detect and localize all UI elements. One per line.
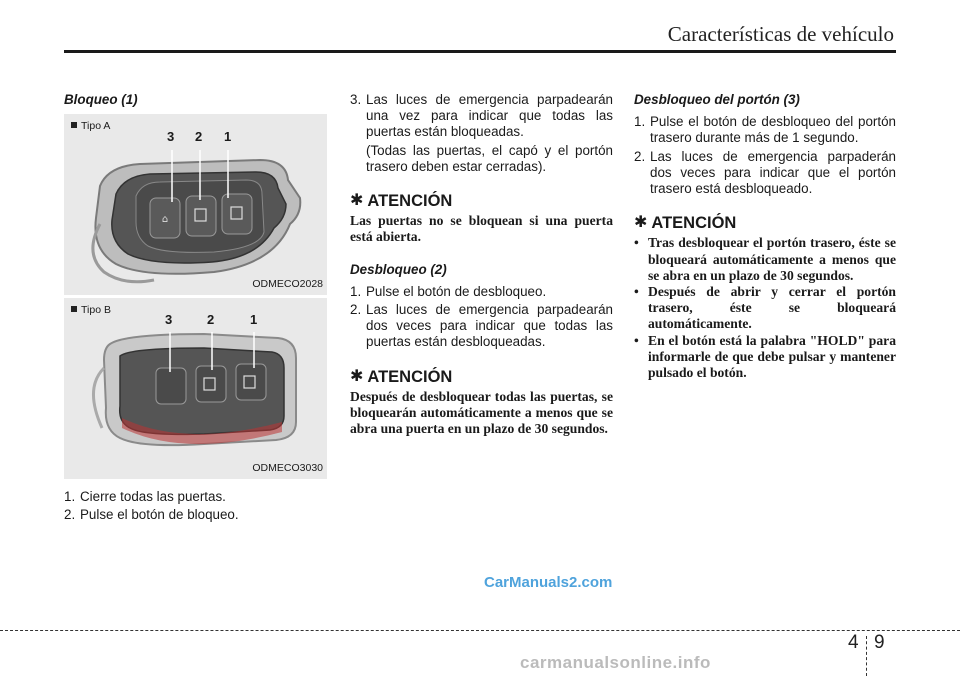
asterisk-icon: ✱ (634, 214, 648, 232)
step-number: 3. (350, 92, 362, 107)
figure-b-code: ODMECO3030 (252, 462, 323, 474)
column-2 (350, 92, 613, 437)
section-title-tailgate-unlock: Desbloqueo del portón (3) (634, 92, 800, 107)
bullet-dot: • (634, 332, 639, 348)
attention-title-text: ATENCIÓN (367, 192, 453, 211)
list-item (634, 235, 896, 284)
list-item (64, 507, 327, 523)
step-text: Pulse el botón de desbloqueo del portón trasero durante más de 1 segundo. (650, 114, 896, 146)
attention-title (350, 369, 613, 385)
list-item (634, 284, 896, 333)
callout-3-b: 3 (165, 312, 173, 328)
chapter-number: 4 (848, 632, 859, 653)
step-note: (Todas las puertas, el capó y el portón trasero deben estar cerradas). (366, 142, 613, 174)
page-number: 9 (874, 632, 885, 653)
section-title-unlock: Desbloqueo (2) (350, 261, 447, 277)
list-item (634, 333, 896, 382)
footer-rule (0, 630, 960, 631)
list-item (350, 284, 613, 300)
callout-2-b: 2 (207, 312, 215, 328)
step-number: 2. (634, 148, 646, 164)
step-text: Las luces de emergencia parpaderán dos veces para indicar que el portón trasero está desbloqueado. (650, 148, 896, 197)
callout-1-b: 1 (250, 312, 258, 328)
figure-b-label-text: Tipo B (81, 304, 111, 317)
column-3 (634, 92, 896, 381)
figure-a-label-text: Tipo A (81, 120, 111, 133)
lock-steps-continued (350, 92, 613, 141)
attention-body: Después de desbloquear todas las puertas, se bloquearán automáticamente a menos que se abra una puerta en un plazo de 30 segundos. (350, 388, 613, 437)
list-item (350, 92, 613, 141)
step-number: 2. (64, 507, 76, 523)
attention-title (634, 215, 896, 231)
step-number: 1. (350, 283, 362, 299)
step-text: Las luces de emergencia parpadearán dos veces para indicar que todas las puertas están desbloqueadas. (366, 302, 613, 350)
square-bullet-icon (71, 122, 77, 128)
figure-key-type-a (64, 114, 327, 295)
bullet-dot: • (634, 235, 639, 251)
attention-title (350, 193, 613, 209)
watermark-top[interactable]: CarManuals2.com (484, 574, 613, 591)
figure-b-label (71, 302, 111, 318)
step-number: 1. (64, 489, 76, 505)
list-item (634, 149, 896, 198)
unlock-steps (350, 284, 613, 351)
asterisk-icon: ✱ (350, 192, 364, 210)
list-item (64, 489, 327, 505)
asterisk-icon: ✱ (350, 367, 364, 385)
bullet-text: Tras desbloquear el portón trasero, éste se bloqueará automáticamente a menos que se abra en un plazo de 30 segundos. (648, 235, 896, 283)
step-text: Pulse el botón de desbloqueo. (366, 283, 547, 299)
bullet-text: En el botón está la palabra "HOLD" para informarle de que debe pulsar y mantener pulsado el botón. (648, 332, 896, 381)
bullet-dot: • (634, 284, 639, 300)
tailgate-steps (634, 114, 896, 197)
step-number: 1. (634, 114, 646, 130)
page-separator (866, 636, 867, 676)
callout-3-a: 3 (167, 129, 175, 145)
attention-title-text: ATENCIÓN (651, 214, 737, 233)
list-item (350, 302, 613, 351)
figure-a-code: ODMECO2028 (252, 278, 323, 290)
square-bullet-icon (71, 306, 77, 312)
step-number: 2. (350, 302, 362, 318)
key-fob-b-illustration (64, 298, 327, 479)
bullet-text: Después de abrir y cerrar el portón trasero, éste se bloqueará automáticamente. (648, 284, 896, 332)
header-rule (64, 50, 896, 53)
attention-bullets (634, 235, 896, 381)
list-item (634, 114, 896, 146)
header-title: Características de vehículo (667, 22, 894, 46)
watermark-bottom[interactable]: carmanualsonline.info (520, 653, 711, 672)
attention-title-text: ATENCIÓN (367, 367, 453, 386)
column-1 (64, 92, 327, 526)
callout-2-a: 2 (195, 129, 203, 145)
attention-body: Las puertas no se bloquean si una puerta está abierta. (350, 213, 613, 245)
lock-steps (64, 489, 327, 523)
step-text: Pulse el botón de bloqueo. (80, 507, 239, 523)
figure-a-label (71, 118, 110, 134)
svg-text:⌂: ⌂ (161, 214, 169, 226)
section-title-lock: Bloqueo (1) (64, 92, 138, 107)
step-text: Las luces de emergencia parpadearán una vez para indicar que todas las puertas están bloqueadas. (366, 92, 613, 140)
step-text: Cierre todas las puertas. (80, 489, 226, 505)
callout-1-a: 1 (224, 129, 232, 145)
figure-key-type-b (64, 298, 327, 479)
